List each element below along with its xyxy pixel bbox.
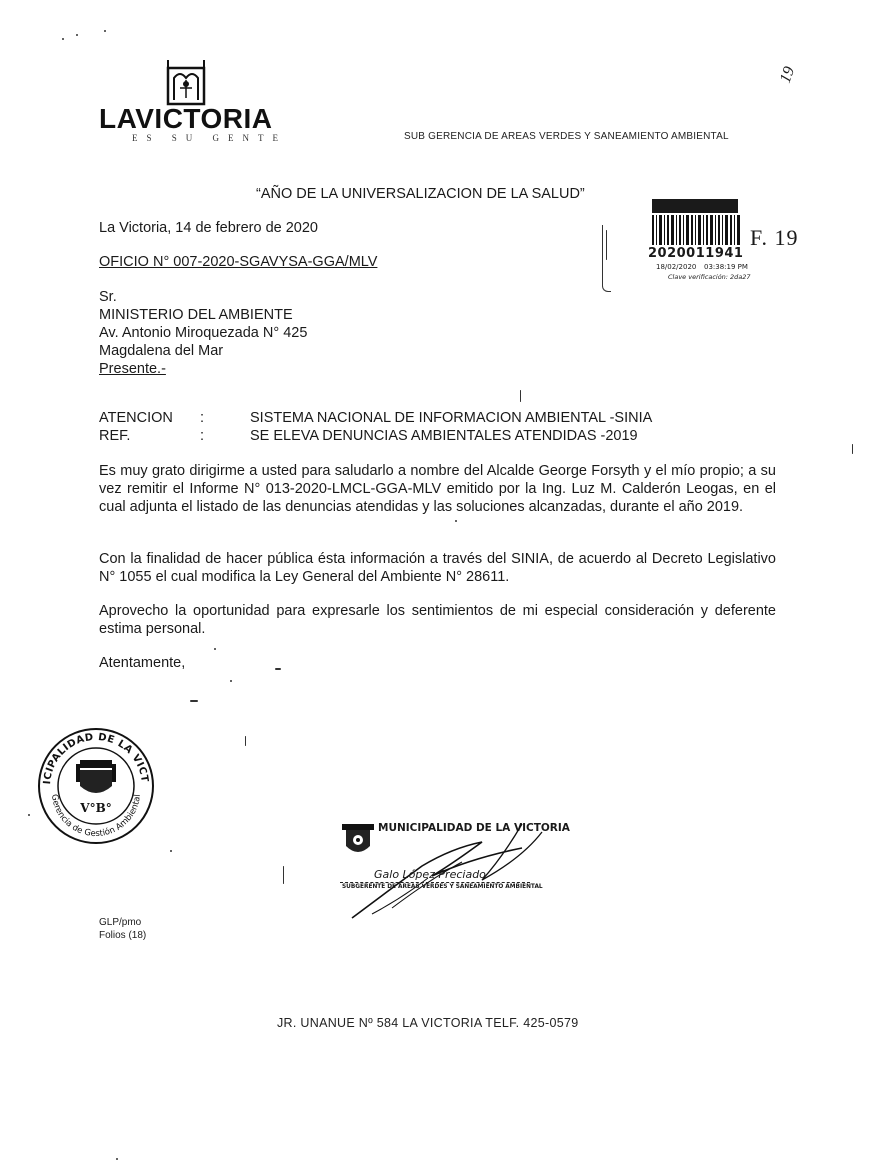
header-field-attention [99,409,779,427]
signature-institution: MUNICIPALIDAD DE LA VICTORIA [378,822,570,834]
page-mark: 19 [776,64,799,86]
seal-inner-text: Gerencia de Gestión Ambiental [48,793,143,840]
coat-of-arms-icon [76,760,116,793]
header-field-reference [99,427,779,445]
folios: Folios (18) [99,930,147,941]
field-value: SE ELEVA DENUNCIAS AMBIENTALES ATENDIDAS -2019 [250,428,638,444]
reference-code: OFICIO N° 007-2020-SGAVYSA-GGA/MLV [99,254,378,270]
date-line: La Victoria, 14 de febrero de 2020 [99,220,319,236]
receipt-time: 03:38:19 PM [704,263,748,271]
field-separator: : [200,428,205,444]
department-name-text: SUB GERENCIA DE AREAS VERDES Y SANEAMIENTO AMBIENTAL [404,131,729,142]
body-paragraph-2: Con la finalidad de hacer pública ésta información a través del SINIA, de acuerdo al Decreto Legislativo N° 1055 el cual modifica la Ley General del Ambiente N° 28611. [99,551,776,585]
round-seal [36,726,156,846]
recipient-city: Magdalena del Mar [99,343,224,359]
body-paragraph-1: Es muy grato dirigirme a usted para saludarlo a nombre del Alcalde George Forsyth y el mío propio; a su vez remitir el Informe N° 013-2020-LMCL-GGA-MLV emitido por la Ing. Luz M. Calderón Leogas, en el cual adjunta el listado de las denuncias atendidas y las soluciones alcanzadas, durante el año 2019. [99,463,776,515]
recipient-name: MINISTERIO DEL AMBIENTE [99,307,293,323]
logo-emblem-icon [160,58,212,108]
initials: GLP/pmo [99,917,142,928]
receipt-date: 18/02/2020 [656,263,697,271]
field-label: REF. [99,428,131,444]
folio-mark: F. 19 [750,225,799,250]
receipt-stamp [602,195,772,295]
signature-block [336,816,576,926]
recipient-address: Av. Antonio Miroquezada N° 425 [99,325,308,341]
municipal-logo [160,58,212,108]
logo-wordmark: LAVICTORIA [99,103,273,134]
closing: Atentamente, [99,655,186,671]
receipt-number: 2020011941 [648,246,744,261]
seal-vobo: V°B° [80,801,112,815]
body-paragraph-3: Aprovecho la oportunidad para expresarle los sentimientos de mi especial consideración y deferente estima personal. [99,603,776,637]
receipt-verification: Clave verificación: 2da27 [668,273,751,281]
logo-tagline: ES SU GENTE [132,133,287,143]
signer-name: Galo López Preciado [374,868,486,881]
round-seal-graphic [36,726,156,846]
footer-address: JR. UNANUE Nº 584 LA VICTORIA TELF. 425-0579 [277,1016,579,1030]
year-motto: “AÑO DE LA UNIVERSALIZACION DE LA SALUD” [256,186,585,202]
department-name [404,131,729,142]
stamp-header-bar [652,199,738,213]
signature-line [340,882,530,883]
seal-outer-text: ICIPALIDAD DE LA VICT [42,731,150,785]
field-separator: : [200,410,205,426]
field-value: SISTEMA NACIONAL DE INFORMACION AMBIENTAL -SINIA [250,410,653,426]
recipient-salutation: Sr. [99,289,117,305]
barcode-icon [652,215,742,245]
field-label: ATENCION [99,410,173,426]
recipient-presente: Presente.- [99,361,166,377]
recipient-block [99,288,307,378]
signer-role: SUBGERENTE DE AREAS VERDES Y SANEAMIENTO AMBIENTAL [342,884,543,890]
